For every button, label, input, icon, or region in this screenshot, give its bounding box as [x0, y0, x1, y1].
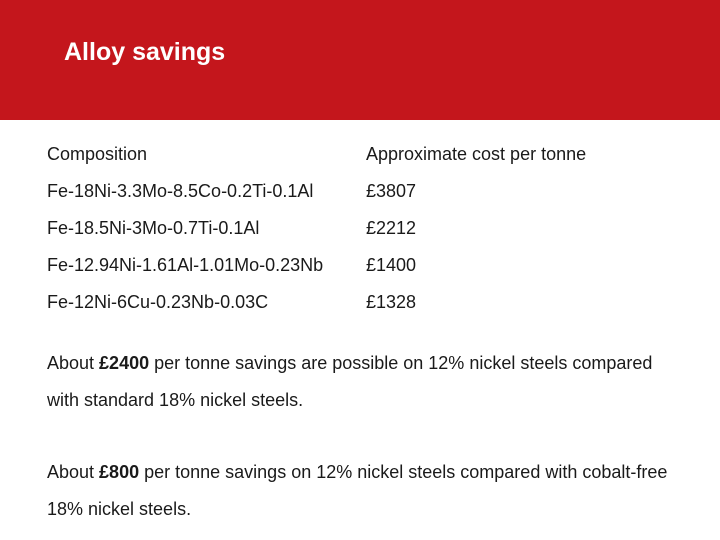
paragraph-1-lead: About	[47, 353, 100, 373]
slide-title: Alloy savings	[64, 38, 226, 66]
paragraph-1-rest: per tonne savings are possible on 12% nickel steels compared with standard 18% nickel steels.	[47, 353, 653, 410]
table-header-row	[44, 136, 590, 173]
cost-table	[44, 136, 590, 321]
paragraph-2-rest: per tonne savings on 12% nickel steels compared with cobalt-free 18% nickel steels.	[47, 462, 668, 519]
table-row	[44, 173, 590, 210]
table-row	[44, 284, 590, 321]
cost-cell: £2212	[366, 218, 417, 238]
savings-paragraph-1	[47, 345, 687, 419]
savings-paragraph-2	[47, 454, 687, 528]
header-banner	[0, 0, 720, 120]
table-row	[44, 210, 590, 247]
cost-cell: £1328	[366, 292, 417, 312]
cost-cell: £3807	[366, 181, 417, 201]
header-composition: Composition	[47, 144, 148, 164]
header-cost: Approximate cost per tonne	[366, 144, 587, 164]
composition-cell: Fe-18Ni-3.3Mo-8.5Co-0.2Ti-0.1Al	[47, 181, 314, 201]
composition-cell: Fe-12Ni-6Cu-0.23Nb-0.03C	[47, 292, 269, 312]
paragraph-2-lead: About	[47, 462, 100, 482]
composition-cell: Fe-18.5Ni-3Mo-0.7Ti-0.1Al	[47, 218, 260, 238]
table-row	[44, 247, 590, 284]
cost-cell: £1400	[366, 255, 417, 275]
composition-cell: Fe-12.94Ni-1.61Al-1.01Mo-0.23Nb	[47, 255, 324, 275]
savings-amount-1: £2400	[99, 353, 150, 373]
savings-amount-2: £800	[99, 462, 140, 482]
